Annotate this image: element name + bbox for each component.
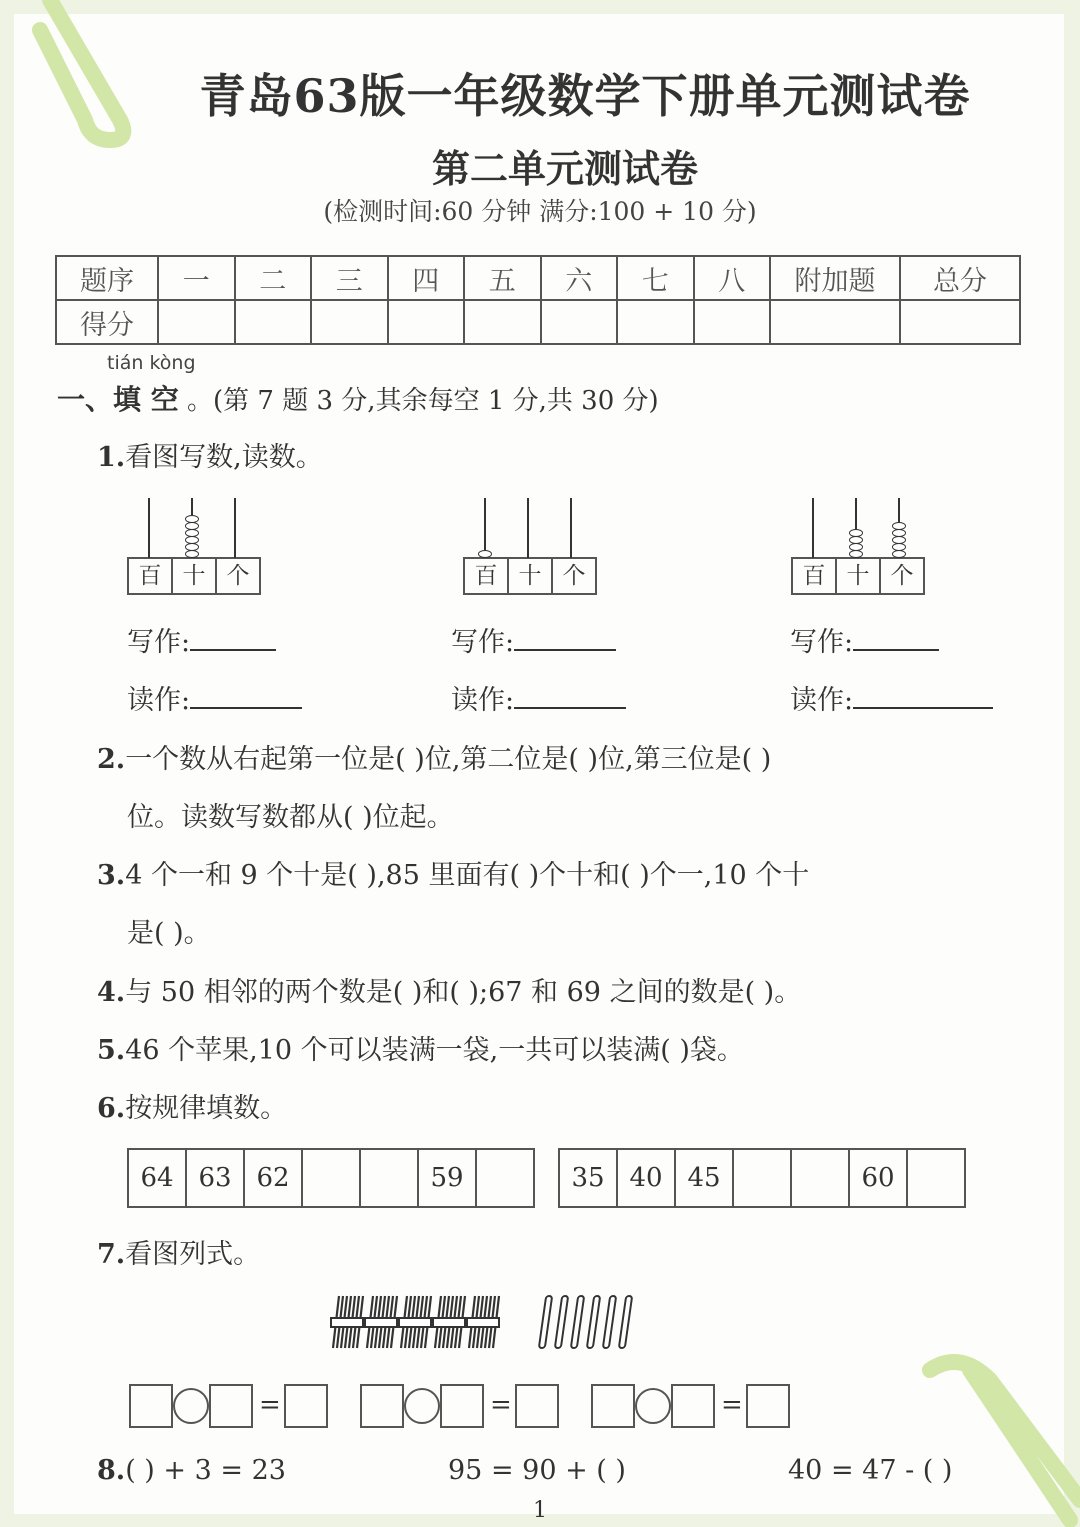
write-answer-3 [790,620,939,659]
abacus-bead [185,543,199,551]
sequence-blank[interactable] [303,1150,361,1206]
score-input-cell[interactable] [617,300,694,344]
question-3 [97,853,809,892]
read-answer-2 [451,678,626,717]
read-answer-3 [790,678,993,717]
stick-bundle [365,1296,397,1348]
abacus-rod [148,498,150,558]
stick-bundle [399,1296,431,1348]
place-label: 十 [837,559,881,593]
single-stick [539,1296,552,1348]
abacus-bead [185,515,199,523]
question-6 [97,1086,287,1125]
question-text: 看图写数,读数。 [125,442,323,473]
abacus-bead [892,522,906,530]
stick-bundle [433,1296,465,1348]
read-answer-1 [127,678,302,717]
score-cell: 八 [694,256,771,300]
question-text: 46 个苹果,10 个可以装满一袋,一共可以装满( )袋。 [125,1035,744,1066]
sequence-cell: 35 [560,1150,618,1206]
sequence-blank[interactable] [477,1150,533,1206]
question-number: 1. [97,442,126,473]
sequence-blank[interactable] [361,1150,419,1206]
equation-3: 40 = 47 - ( ) [788,1455,953,1486]
score-input-cell[interactable] [694,300,771,344]
sequence-cell: 60 [850,1150,908,1206]
question-number: 6. [97,1093,126,1124]
place-value-box [791,557,925,595]
read-label: 读作: [127,685,191,716]
read-blank[interactable] [853,707,993,709]
question-7 [97,1232,260,1271]
number-sequence-2 [558,1148,966,1208]
question-number: 2. [97,744,126,775]
place-value-box [463,557,597,595]
question-5 [97,1028,744,1067]
read-label: 读作: [451,685,515,716]
answer-box[interactable] [671,1384,715,1428]
counting-sticks-picture [325,1290,655,1356]
question-4 [97,970,801,1009]
operator-circle[interactable] [173,1388,209,1424]
section-heading [57,378,659,418]
stick-bundle [331,1296,363,1348]
abacus-rod [484,498,486,558]
equals-sign: = [490,1390,512,1420]
place-label: 百 [465,559,509,593]
abacus-bead [185,536,199,544]
sequence-blank[interactable] [792,1150,850,1206]
place-label: 个 [226,563,250,589]
score-cell: 三 [311,256,388,300]
page-subtitle: 第二单元测试卷 [431,146,698,191]
score-cell: 五 [464,256,541,300]
score-input-cell[interactable] [770,300,900,344]
abacus-bead [849,529,863,537]
stick-bundle [467,1296,499,1348]
question-text: 一个数从右起第一位是( )位,第二位是( )位,第三位是( ) [125,744,772,775]
place-label: 百 [793,559,837,593]
page-title: 青岛63版一年级数学下册单元测试卷 [199,69,971,123]
question-text: 按规律填数。 [125,1093,288,1124]
score-input-cell[interactable] [235,300,312,344]
question-3-line-2: 是( )。 [127,918,211,949]
sequence-blank[interactable] [734,1150,792,1206]
write-answer-1 [127,620,276,659]
score-input-cell[interactable] [158,300,235,344]
equation-2: 95 = 90 + ( ) [448,1455,626,1486]
exam-note: (检测时间:60 分钟 满分:100 + 10 分) [323,197,757,226]
section-pinyin: tián kòng [107,352,196,374]
place-label: 个 [562,563,586,589]
abacus-rod [527,498,529,558]
abacus-bead [478,550,492,558]
read-blank[interactable] [514,707,626,709]
abacus-bead [892,529,906,537]
question-number: 4. [97,977,126,1008]
answer-box[interactable] [440,1384,484,1428]
score-input-cell[interactable] [464,300,541,344]
read-blank[interactable] [190,707,302,709]
score-cell: 四 [388,256,465,300]
single-stick [555,1296,568,1348]
abacus-bead [892,543,906,551]
question-number: 3. [97,860,126,891]
question-2-line-2: 位。读数写数都从( )位起。 [127,802,454,833]
score-table-header-row [56,256,1020,300]
single-stick [619,1296,632,1348]
equals-sign: = [721,1390,743,1420]
question-8 [97,1455,286,1486]
abacus-bead [185,522,199,530]
score-input-cell[interactable] [388,300,465,344]
write-blank[interactable] [190,649,276,651]
abacus-bead [849,543,863,551]
question-number: 8. [97,1455,126,1486]
sequence-cell: 59 [419,1150,477,1206]
score-cell: 题序 [56,256,158,300]
score-cell: 二 [235,256,312,300]
single-stick [603,1296,616,1348]
abacus-bead [849,536,863,544]
answer-box[interactable] [746,1384,790,1428]
answer-box[interactable] [284,1384,328,1428]
question-text: 看图列式。 [125,1239,261,1270]
abacus-bead [892,550,906,558]
read-label: 读作: [790,685,854,716]
question-number: 7. [97,1239,126,1270]
abacus-rod [570,498,572,558]
abacus-rod [234,498,236,558]
score-table [55,255,1021,345]
sequence-blank[interactable] [908,1150,964,1206]
section-rules: 。(第 7 题 3 分,其余每空 1 分,共 30 分) [187,386,659,416]
score-cell: 总分 [900,256,1020,300]
place-label: 十 [173,559,217,593]
equals-sign: = [259,1390,281,1420]
question-1 [97,435,323,474]
score-cell: 附加题 [770,256,900,300]
question-text: 与 50 相邻的两个数是( )和( );67 和 69 之间的数是( )。 [125,977,802,1008]
write-blank[interactable] [853,649,939,651]
section-title: 一、填 空 [57,383,179,416]
place-label: 个 [890,563,914,589]
place-label: 百 [129,559,173,593]
score-row-label: 得分 [56,300,158,344]
write-label: 写作: [451,627,515,658]
answer-box[interactable] [515,1384,559,1428]
answer-box[interactable] [129,1384,173,1428]
single-stick [587,1296,600,1348]
answer-box[interactable] [360,1384,404,1428]
answer-box[interactable] [591,1384,635,1428]
write-label: 写作: [790,627,854,658]
abacus-bead [892,536,906,544]
score-cell: 六 [541,256,618,300]
score-input-cell[interactable] [311,300,388,344]
question-2 [97,737,771,776]
question-number: 5. [97,1035,126,1066]
sequence-cell: 45 [676,1150,734,1206]
answer-box[interactable] [209,1384,253,1428]
write-answer-2 [451,620,616,659]
sequence-cell: 62 [245,1150,303,1206]
score-cell: 一 [158,256,235,300]
equation-1: ( ) + 3 = 23 [125,1455,286,1486]
sequence-cell: 63 [187,1150,245,1206]
score-input-cell[interactable] [541,300,618,344]
abacus-bead [185,550,199,558]
page-number: 1 [533,1498,547,1523]
abacus-bead [849,550,863,558]
question-text: 4 个一和 9 个十是( ),85 里面有( )个十和( )个一,10 个十 [125,860,810,891]
abacus-rod [812,498,814,558]
place-value-box [127,557,261,595]
score-input-cell[interactable] [900,300,1020,344]
abacus-bead [185,529,199,537]
operator-circle[interactable] [404,1388,440,1424]
score-cell: 七 [617,256,694,300]
place-label: 十 [509,559,553,593]
operator-circle[interactable] [635,1388,671,1424]
number-sequence-1 [127,1148,535,1208]
write-blank[interactable] [514,649,616,651]
single-stick [571,1296,584,1348]
sequence-cell: 64 [129,1150,187,1206]
write-label: 写作: [127,627,191,658]
score-table-score-row [56,300,1020,344]
sequence-cell: 40 [618,1150,676,1206]
